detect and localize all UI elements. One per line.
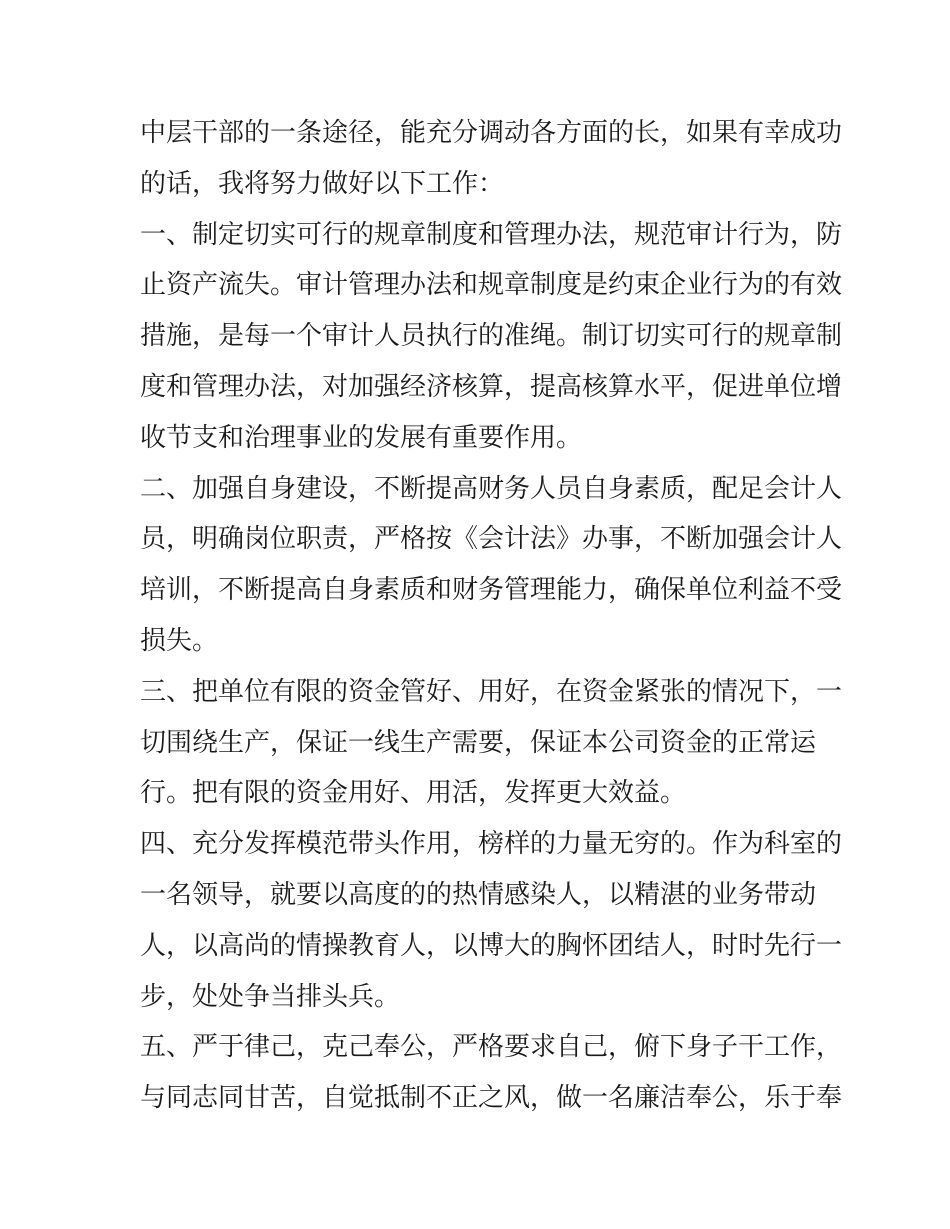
text-line: 一名领导，就要以高度的的热情感染人，以精湛的业务带动	[140, 879, 817, 910]
text-line: 损失。	[140, 625, 219, 656]
text-line: 二、加强自身建设，不断提高财务人员自身素质，配足会计人	[140, 473, 843, 504]
text-line: 收节支和治理事业的发展有重要作用。	[140, 422, 583, 453]
text-line: 步，处处争当排头兵。	[140, 981, 401, 1012]
text-line: 五、严于律己，克己奉公，严格要求自己，俯下身子干工作，	[140, 1032, 843, 1063]
text-line: 员，明确岗位职责，严格按《会计法》办事，不断加强会计人	[140, 524, 843, 555]
text-line: 的话，我将努力做好以下工作：	[140, 168, 505, 199]
text-line: 与同志同甘苦，自觉抵制不正之风，做一名廉洁奉公，乐于奉	[140, 1083, 843, 1114]
text-line: 中层干部的一条途径，能充分调动各方面的长，如果有幸成功	[140, 118, 843, 148]
text-line: 止资产流失。审计管理办法和规章制度是约束企业行为的有效	[140, 270, 843, 301]
text-line: 培训，不断提高自身素质和财务管理能力，确保单位利益不受	[140, 575, 843, 606]
document-body	[140, 108, 843, 1124]
text-line: 一、制定切实可行的规章制度和管理办法，规范审计行为，防	[140, 219, 843, 250]
text-line: 人，以高尚的情操教育人，以博大的胸怀团结人，时时先行一	[140, 930, 843, 961]
text-line: 措施，是每一个审计人员执行的准绳。制订切实可行的规章制	[140, 321, 843, 352]
text-line: 行。把有限的资金用好、用活，发挥更大效益。	[140, 778, 687, 809]
text-line: 切围绕生产，保证一线生产需要，保证本公司资金的正常运	[140, 727, 817, 758]
text-line: 四、充分发挥模范带头作用，榜样的力量无穷的。作为科室的	[140, 829, 843, 860]
text-line: 度和管理办法，对加强经济核算，提高核算水平，促进单位增	[140, 371, 843, 402]
text-line: 三、把单位有限的资金管好、用好，在资金紧张的情况下，一	[140, 676, 843, 707]
